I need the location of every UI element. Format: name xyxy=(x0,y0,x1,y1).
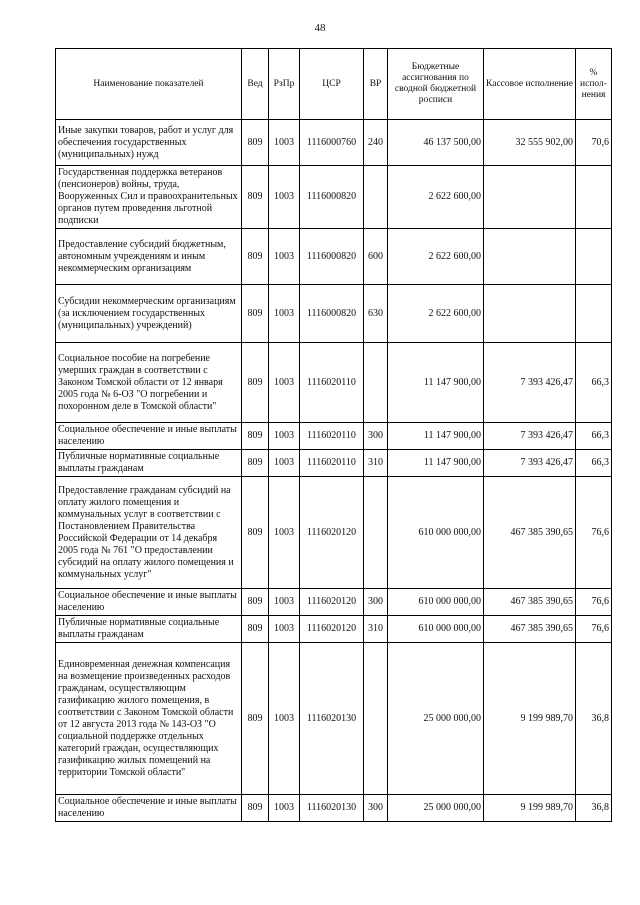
row-cash-execution: 467 385 390,65 xyxy=(484,589,576,616)
row-vr: 240 xyxy=(364,120,388,166)
row-vr: 310 xyxy=(364,616,388,643)
row-csr: 1116000820 xyxy=(300,166,364,229)
row-csr: 1116020110 xyxy=(300,423,364,450)
header-execution-percent: % испол-нения xyxy=(576,49,612,120)
row-cash-execution: 467 385 390,65 xyxy=(484,477,576,589)
row-budget-assignment: 2 622 600,00 xyxy=(388,285,484,343)
row-csr: 1116020120 xyxy=(300,589,364,616)
row-execution-percent xyxy=(576,285,612,343)
table-row xyxy=(56,285,612,343)
header-csr: ЦСР xyxy=(300,49,364,120)
row-vr xyxy=(364,166,388,229)
row-name: Единовременная денежная компенсация на возмещение произведенных расходов гражданам, осуществляющим газификацию жилого помещения, в соответствии с Законом Томской области от 12 августа 2013 года № 143-ОЗ "О социальной поддержке отдельных категорий граждан, осуществляющих газификацию жилых помещений на территории Томской области" xyxy=(56,643,242,795)
row-ved: 809 xyxy=(242,120,269,166)
row-vr: 300 xyxy=(364,795,388,822)
row-name: Социальное пособие на погребение умерших граждан в соответствии с Законом Томской области от 12 января 2005 года № 6-ОЗ "О погребении и похоронном деле в Томской области" xyxy=(56,343,242,423)
row-csr: 1116020130 xyxy=(300,795,364,822)
row-cash-execution: 7 393 426,47 xyxy=(484,343,576,423)
row-cash-execution: 467 385 390,65 xyxy=(484,616,576,643)
row-ved: 809 xyxy=(242,589,269,616)
page-number: 48 xyxy=(314,22,326,34)
row-cash-execution: 32 555 902,00 xyxy=(484,120,576,166)
row-rzpr: 1003 xyxy=(269,423,300,450)
row-execution-percent: 70,6 xyxy=(576,120,612,166)
row-execution-percent xyxy=(576,229,612,285)
header-budget-assignments: Бюджетные ассигнования по сводной бюджетной росписи xyxy=(388,49,484,120)
row-csr: 1116020120 xyxy=(300,616,364,643)
row-csr: 1116020120 xyxy=(300,477,364,589)
budget-execution-table xyxy=(55,48,612,822)
row-rzpr: 1003 xyxy=(269,166,300,229)
row-csr: 1116020130 xyxy=(300,643,364,795)
row-budget-assignment: 2 622 600,00 xyxy=(388,166,484,229)
row-vr xyxy=(364,477,388,589)
row-execution-percent: 66,3 xyxy=(576,450,612,477)
header-rzpr: РзПр xyxy=(269,49,300,120)
row-ved: 809 xyxy=(242,643,269,795)
table-row xyxy=(56,450,612,477)
row-budget-assignment: 610 000 000,00 xyxy=(388,616,484,643)
row-csr: 1116000820 xyxy=(300,229,364,285)
row-ved: 809 xyxy=(242,616,269,643)
row-budget-assignment: 25 000 000,00 xyxy=(388,795,484,822)
table-header-row xyxy=(56,49,612,120)
row-csr: 1116020110 xyxy=(300,450,364,477)
row-vr xyxy=(364,643,388,795)
row-name: Государственная поддержка ветеранов (пенсионеров) войны, труда, Вооруженных Сил и правоохранительных органов путем проведения льготной подписки xyxy=(56,166,242,229)
table-row xyxy=(56,166,612,229)
row-rzpr: 1003 xyxy=(269,795,300,822)
row-budget-assignment: 2 622 600,00 xyxy=(388,229,484,285)
row-rzpr: 1003 xyxy=(269,589,300,616)
table-row xyxy=(56,343,612,423)
row-cash-execution: 9 199 989,70 xyxy=(484,643,576,795)
header-name: Наименование показателей xyxy=(56,49,242,120)
row-name: Иные закупки товаров, работ и услуг для обеспечения государственных (муниципальных) нужд xyxy=(56,120,242,166)
row-cash-execution xyxy=(484,166,576,229)
row-budget-assignment: 25 000 000,00 xyxy=(388,643,484,795)
row-budget-assignment: 11 147 900,00 xyxy=(388,423,484,450)
table-row xyxy=(56,423,612,450)
row-rzpr: 1003 xyxy=(269,450,300,477)
row-vr: 310 xyxy=(364,450,388,477)
header-vr: ВР xyxy=(364,49,388,120)
row-vr: 630 xyxy=(364,285,388,343)
row-csr: 1116020110 xyxy=(300,343,364,423)
row-budget-assignment: 610 000 000,00 xyxy=(388,477,484,589)
row-vr: 600 xyxy=(364,229,388,285)
row-rzpr: 1003 xyxy=(269,616,300,643)
row-ved: 809 xyxy=(242,285,269,343)
row-cash-execution: 9 199 989,70 xyxy=(484,795,576,822)
table-row xyxy=(56,589,612,616)
table-row xyxy=(56,795,612,822)
row-name: Социальное обеспечение и иные выплаты населению xyxy=(56,589,242,616)
row-execution-percent: 36,8 xyxy=(576,643,612,795)
row-rzpr: 1003 xyxy=(269,343,300,423)
row-rzpr: 1003 xyxy=(269,229,300,285)
table-row xyxy=(56,616,612,643)
row-name: Социальное обеспечение и иные выплаты населению xyxy=(56,423,242,450)
row-name: Публичные нормативные социальные выплаты гражданам xyxy=(56,616,242,643)
row-execution-percent: 76,6 xyxy=(576,477,612,589)
row-ved: 809 xyxy=(242,229,269,285)
row-rzpr: 1003 xyxy=(269,643,300,795)
table-body xyxy=(56,120,612,822)
row-ved: 809 xyxy=(242,795,269,822)
row-name: Публичные нормативные социальные выплаты гражданам xyxy=(56,450,242,477)
row-rzpr: 1003 xyxy=(269,477,300,589)
row-execution-percent xyxy=(576,166,612,229)
row-ved: 809 xyxy=(242,423,269,450)
row-ved: 809 xyxy=(242,477,269,589)
table-row xyxy=(56,643,612,795)
row-execution-percent: 76,6 xyxy=(576,616,612,643)
table-row xyxy=(56,120,612,166)
row-vr xyxy=(364,343,388,423)
row-csr: 1116000820 xyxy=(300,285,364,343)
row-execution-percent: 36,8 xyxy=(576,795,612,822)
row-name: Предоставление гражданам субсидий на оплату жилого помещения и коммунальных услуг в соответствии с Постановлением Правительства Российской Федерации от 14 декабря 2005 года № 761 "О предоставлении субсидий на оплату жилого помещения и коммунальных услуг" xyxy=(56,477,242,589)
row-budget-assignment: 11 147 900,00 xyxy=(388,450,484,477)
row-execution-percent: 76,6 xyxy=(576,589,612,616)
row-vr: 300 xyxy=(364,423,388,450)
row-budget-assignment: 11 147 900,00 xyxy=(388,343,484,423)
row-csr: 1116000760 xyxy=(300,120,364,166)
row-name: Социальное обеспечение и иные выплаты населению xyxy=(56,795,242,822)
row-cash-execution: 7 393 426,47 xyxy=(484,450,576,477)
row-ved: 809 xyxy=(242,343,269,423)
row-cash-execution xyxy=(484,229,576,285)
table-row xyxy=(56,477,612,589)
row-name: Субсидии некоммерческим организациям (за исключением государственных (муниципальных) учреждений) xyxy=(56,285,242,343)
row-cash-execution: 7 393 426,47 xyxy=(484,423,576,450)
row-rzpr: 1003 xyxy=(269,120,300,166)
row-cash-execution xyxy=(484,285,576,343)
header-ved: Вед xyxy=(242,49,269,120)
row-budget-assignment: 610 000 000,00 xyxy=(388,589,484,616)
row-name: Предоставление субсидий бюджетным, автономным учреждениям и иным некоммерческим организациям xyxy=(56,229,242,285)
table-row xyxy=(56,229,612,285)
row-execution-percent: 66,3 xyxy=(576,343,612,423)
row-rzpr: 1003 xyxy=(269,285,300,343)
row-ved: 809 xyxy=(242,450,269,477)
row-budget-assignment: 46 137 500,00 xyxy=(388,120,484,166)
row-vr: 300 xyxy=(364,589,388,616)
row-execution-percent: 66,3 xyxy=(576,423,612,450)
row-ved: 809 xyxy=(242,166,269,229)
header-cash-execution: Кассовое исполнение xyxy=(484,49,576,120)
